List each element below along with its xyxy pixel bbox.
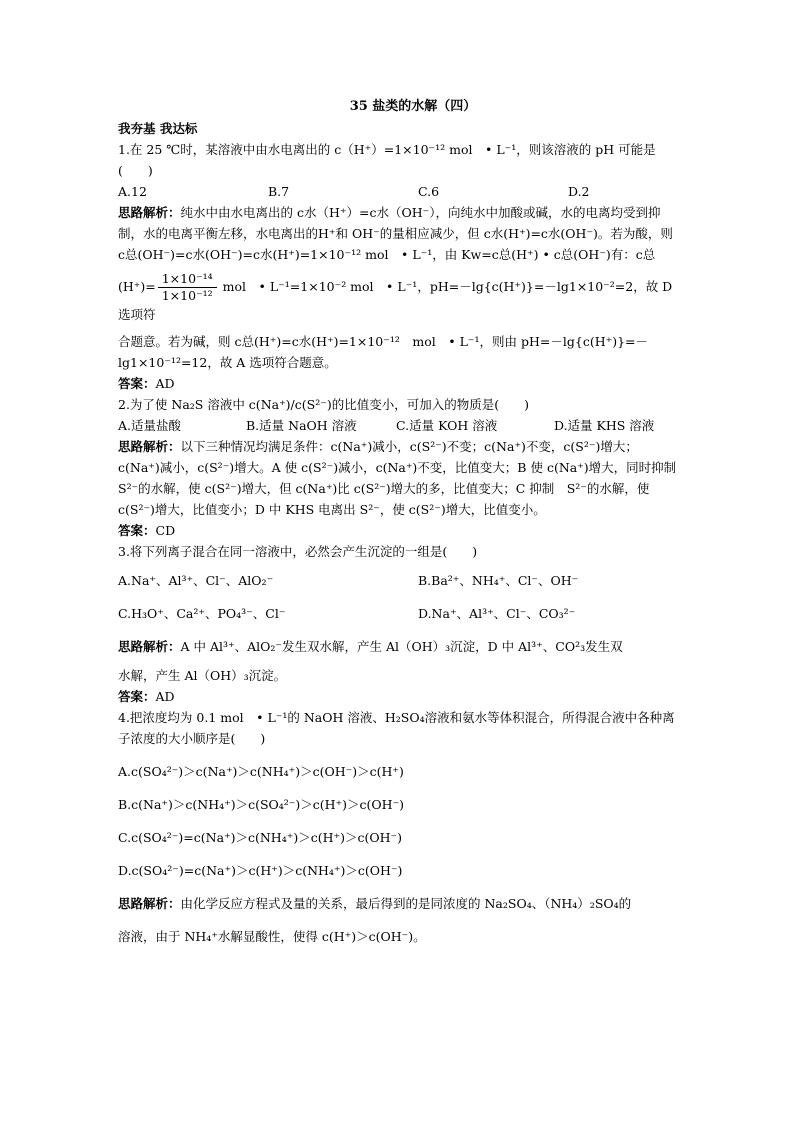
q1-eq-post: mol • L⁻¹=1×10⁻² mol • L⁻¹，pH=－lg{c(H⁺)}=－lg1×10⁻²=2，故 D 选项符 <box>118 279 673 322</box>
q3-answer <box>118 686 678 707</box>
page-title: 35 盐类的水解（四） <box>349 99 477 114</box>
q3-analysis-2: 水解，产生 Al（OH）₃沉淀。 <box>118 668 287 683</box>
analysis-label: 思路解析： <box>118 896 181 911</box>
q4-option-d: D.c(SO₄²⁻)=c(Na⁺)＞c(H⁺)＞c(NH₄⁺)＞c(OH⁻) <box>118 863 403 878</box>
q1-fraction <box>158 271 217 304</box>
q2-answer-value: CD <box>155 523 176 538</box>
q2-analysis-text: 以下三种情况均满足条件：c(Na⁺)减小，c(S²⁻)不变；c(Na⁺)不变，c(S²⁻)增大；c(Na⁺)减小，c(S²⁻)增大。A 使 c(S²⁻)减小，c(Na⁺)不变，比值变大；B 使 c(Na⁺)增大，同时抑制 S²⁻的水解，使 c(S²⁻)增大，但 c(Na⁺)比 c(S²⁻)增大的多，比值变大；C 抑制 S²⁻的水解，使 c(S²⁻)增大，比值变小；D 中 KHS 电离出 S²⁻，使 c(S²⁻)增大，比值变小。 <box>118 439 677 517</box>
q3-option-c: C.H₃O⁺、Ca²⁺、PO₄³⁻、Cl⁻ <box>118 606 286 621</box>
q2-option-d: D.适量 KHS 溶液 <box>554 418 655 433</box>
q3-options-row-1 <box>118 570 678 591</box>
q1-option-c: C.6 <box>418 184 440 199</box>
q2-option-b: B.适量 NaOH 溶液 <box>246 418 357 433</box>
q3-options-row-2 <box>118 603 678 624</box>
q4-analysis-text: 由化学反应方程式及量的关系，最后得到的是同浓度的 Na₂SO₄、（NH₄）₂SO₄的 <box>180 896 632 911</box>
q3-analysis-text: A 中 Al³⁺、AlO₂⁻发生双水解，产生 Al（OH）₃沉淀，D 中 Al³⁺、CO²₃发生双 <box>180 639 623 654</box>
q1-frac-denominator: 1×10⁻¹² <box>161 288 213 303</box>
q4-stem: 4.把浓度均为 0.1 mol • L⁻¹的 NaOH 溶液、H₂SO₄溶液和氨水等体积混合，所得混合液中各种离子浓度的大小顺序是( ) <box>118 710 675 746</box>
q1-option-b: B.7 <box>268 184 290 199</box>
q2-stem: 2.为了使 Na₂S 溶液中 c(Na⁺)/c(S²⁻)的比值变小，可加入的物质是( ) <box>118 397 529 412</box>
q3-stem: 3.将下列离子混合在同一溶液中，必然会产生沉淀的一组是( ) <box>118 544 478 559</box>
analysis-label: 思路解析： <box>118 639 181 654</box>
analysis-label: 思路解析： <box>118 439 181 454</box>
q2-answer <box>118 520 678 541</box>
analysis-label: 思路解析： <box>118 205 181 220</box>
q2-option-a: A.适量盐酸 <box>118 418 182 433</box>
q3-option-b: B.Ba²⁺、NH₄⁺、Cl⁻、OH⁻ <box>418 573 579 588</box>
q3-option-a: A.Na⁺、Al³⁺、Cl⁻、AlO₂⁻ <box>118 573 274 588</box>
q1-analysis-2: 合题意。若为碱，则 c总(H⁺)=c水(H⁺)=1×10⁻¹² mol • L⁻¹，则由 pH=－lg{c(H⁺)}=－lg1×10⁻¹²=12，故 A 选项符合题意。 <box>118 334 648 370</box>
q4-analysis-1 <box>118 893 678 914</box>
q3-answer-value: AD <box>155 689 175 704</box>
q1-options <box>118 181 678 202</box>
q2-analysis <box>118 436 678 520</box>
section-heading: 我夯基 我达标 <box>118 121 198 136</box>
answer-label: 答案： <box>118 689 156 704</box>
q1-analysis-text: 纯水中由水电离出的 c水（H⁺）=c水（OH⁻），向纯水中加酸或碱，水的电离均受到抑制，水的电离平衡左移，水电离出的H⁺和 OH⁻的量相应减少，但 c水(H⁺)=c水(OH⁻)。若为酸，则 c总(OH⁻)=c水(OH⁻)=c水(H⁺)=1×10⁻¹² mol • L⁻¹，由 Kw=c总(H⁺) • c总(OH⁻)有：c总 <box>118 205 673 262</box>
q1-option-a: A.12 <box>118 184 147 199</box>
q1-option-d: D.2 <box>568 184 590 199</box>
q1-stem: 1.在 25 ℃时，某溶液中由水电离出的 c（H⁺）=1×10⁻¹² mol • L⁻¹，则该溶液的 pH 可能是( ) <box>118 142 656 178</box>
q4-analysis-2: 溶液，由于 NH₄⁺水解显酸性，使得 c(H⁺)＞c(OH⁻)。 <box>118 929 426 944</box>
q3-option-d: D.Na⁺、Al³⁺、Cl⁻、CO₃²⁻ <box>418 606 576 621</box>
q1-answer-value: AD <box>155 376 175 391</box>
q1-equation <box>118 271 678 325</box>
q1-frac-numerator: 1×10⁻¹⁴ <box>158 271 217 288</box>
answer-label: 答案： <box>118 376 156 391</box>
answer-label: 答案： <box>118 523 156 538</box>
q2-option-c: C.适量 KOH 溶液 <box>396 418 498 433</box>
q4-option-a: A.c(SO₄²⁻)＞c(Na⁺)＞c(NH₄⁺)＞c(OH⁻)＞c(H⁺) <box>118 764 404 779</box>
q4-option-b: B.c(Na⁺)＞c(NH₄⁺)＞c(SO₄²⁻)＞c(H⁺)＞c(OH⁻) <box>118 797 405 812</box>
q1-eq-pre: (H⁺)= <box>118 279 156 294</box>
q4-option-c: C.c(SO₄²⁻)=c(Na⁺)＞c(NH₄⁺)＞c(H⁺)＞c(OH⁻) <box>118 830 402 845</box>
q1-analysis-1 <box>118 202 678 265</box>
q1-answer <box>118 373 678 394</box>
document-page <box>118 96 678 947</box>
q3-analysis-1 <box>118 636 678 657</box>
q2-options <box>118 415 678 436</box>
